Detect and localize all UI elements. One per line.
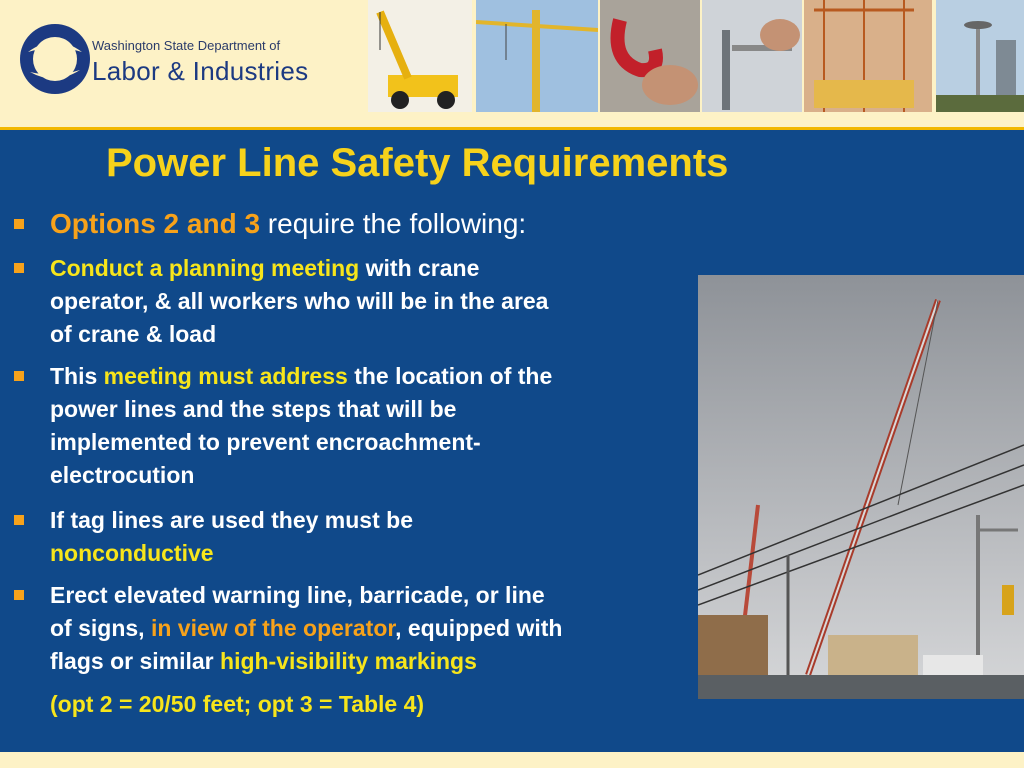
bullet-marker — [14, 590, 24, 600]
planning-meeting-text: with crane — [359, 255, 480, 281]
warning-line-line2 — [50, 612, 562, 645]
footer-bar — [0, 752, 1024, 768]
warning-line-line1: Erect elevated warning line, barricade, or line — [50, 582, 545, 608]
high-visibility-highlight: high-visibility markings — [220, 648, 477, 674]
planning-meeting-line3: of crane & load — [50, 321, 217, 347]
bullet-marker — [14, 371, 24, 381]
warning-line-post: , equipped with — [395, 615, 563, 641]
planning-meeting-line2: operator, & all workers who will be in the area — [50, 288, 549, 314]
planning-meeting-highlight: Conduct a planning meeting — [50, 255, 360, 281]
planning-meeting-line1 — [50, 252, 479, 285]
meeting-address-line3: implemented to prevent encroachment- — [50, 429, 481, 455]
meeting-address-line1 — [50, 360, 552, 393]
bullet-options-2-3 — [50, 208, 526, 240]
tower-crane-photo — [476, 0, 598, 112]
tag-lines-line1: If tag lines are used they must be — [50, 507, 413, 533]
slide-title: Power Line Safety Requirements — [106, 141, 729, 185]
header-photo-strip — [368, 0, 1024, 112]
tag-lines-highlight: nonconductive — [50, 540, 214, 566]
org-name-line1: Washington State Department of — [92, 38, 281, 53]
warning-line3-pre: flags or similar — [50, 648, 221, 674]
crawler-crane-photo — [804, 0, 932, 112]
options-highlight: Options 2 and 3 — [50, 208, 261, 239]
hook-inspection-photo — [600, 0, 700, 112]
meeting-address-text: the location of the — [347, 363, 553, 389]
bullet-marker — [14, 515, 24, 525]
operator-view-highlight: in view of the operator — [150, 615, 396, 641]
meeting-address-line4: electrocution — [50, 462, 195, 488]
header-banner — [0, 0, 1024, 130]
bullet-marker — [14, 219, 24, 229]
warning-line-line3 — [50, 645, 477, 678]
warning-line-pre: of signs, — [50, 615, 151, 641]
meeting-address-line2: power lines and the steps that will be — [50, 396, 457, 422]
distance-note: (opt 2 = 20/50 feet; opt 3 = Table 4) — [50, 691, 425, 717]
space-needle-crane-photo — [936, 0, 1024, 112]
lni-logo-icon — [18, 22, 92, 96]
caliper-measurement-photo — [702, 0, 802, 112]
bullet-marker — [14, 263, 24, 273]
meeting-address-pre: This — [50, 363, 104, 389]
meeting-address-highlight: meeting must address — [103, 363, 348, 389]
options-text: require the following: — [260, 208, 527, 239]
org-name-line2: Labor & Industries — [92, 56, 309, 86]
crane-power-line-photo — [698, 275, 1024, 699]
mobile-crane-photo — [368, 0, 472, 112]
